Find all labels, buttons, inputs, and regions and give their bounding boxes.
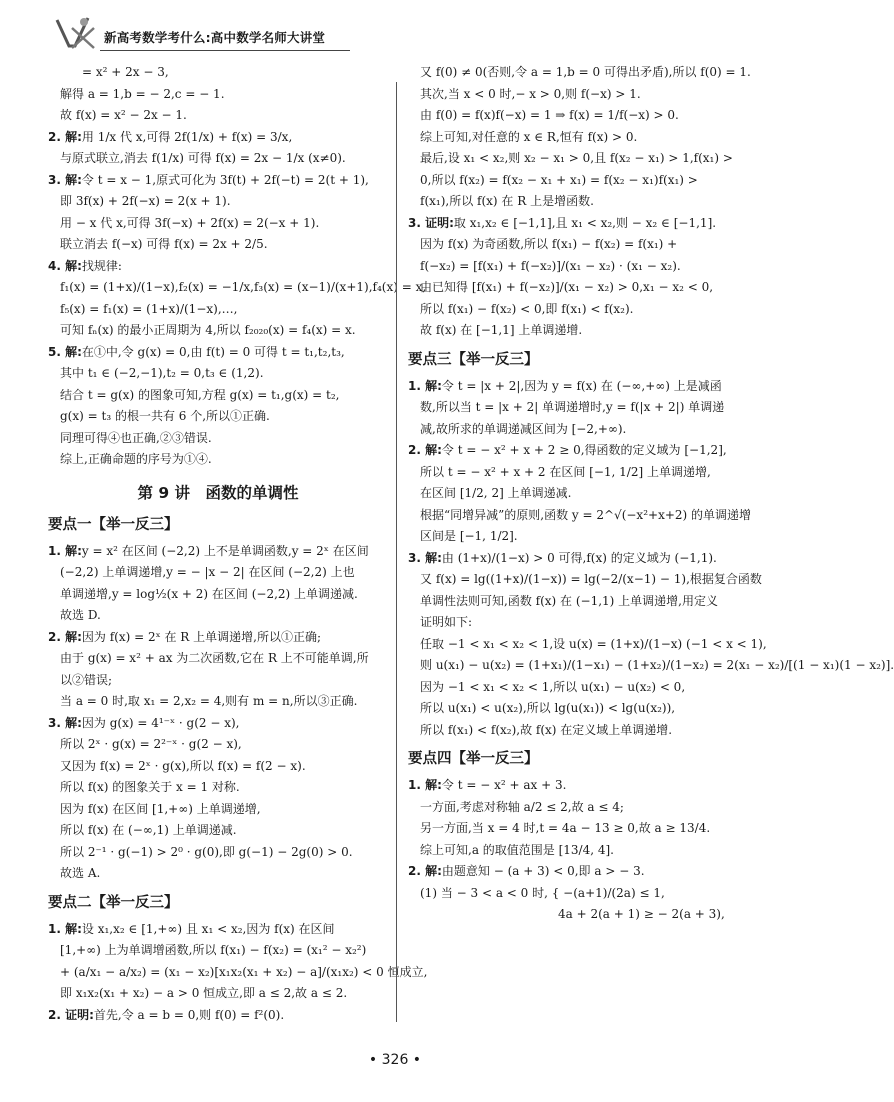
problem-number: 2. 解: — [48, 129, 82, 144]
lecture-title: 第 9 讲 函数的单调性 — [137, 483, 299, 502]
problem-number: 1. 解: — [408, 778, 442, 792]
text-line: 另一方面,当 x = 4 时,t = 4a − 13 ≥ 0,故 a ≥ 13/4. — [420, 821, 711, 835]
text-line: 因为 f(x) = 2ˣ 在 R 上单调递增,所以①正确; — [81, 629, 322, 644]
text-line: 令 t = x − 1,原式可化为 3f(t) + 2f(−t) = 2(t + 1), — [81, 172, 369, 187]
problem-number: 1. 解: — [48, 543, 82, 558]
text-line: 一方面,考虑对称轴 a/2 ≤ 2,故 a ≤ 4; — [420, 799, 624, 814]
text-line: + (a/x₁ − a/x₂) = (x₁ − x₂)[x₁x₂(x₁ + x₂) − a]/(x₁x₂) < 0 恒成立, — [60, 964, 428, 979]
text-line: f(−x₂) = [f(x₁) + f(−x₂)]/(x₁ − x₂) · (x₁ − x₂). — [420, 258, 681, 273]
text-line: f(x₁),所以 f(x) 在 R 上是增函数. — [420, 194, 594, 208]
text-line: y = x² 在区间 (−2,2) 上不是单调函数,y = 2ˣ 在区间 — [81, 543, 369, 558]
text-line: 所以 f(x₁) − f(x₂) < 0,即 f(x₁) < f(x₂). — [420, 301, 634, 316]
problem-number: 2. 解: — [408, 864, 442, 878]
text-line: [1,+∞) 上为单调增函数,所以 f(x₁) − f(x₂) = (x₁² − x₂²) — [60, 943, 367, 957]
text-line: 其中 t₁ ∈ (−2,−1),t₂ = 0,t₃ ∈ (1,2). — [60, 366, 264, 380]
header-rule — [100, 50, 350, 51]
text-line: 故 f(x) 在 [−1,1] 上单调递增. — [420, 323, 583, 337]
text-line: 单调递增,y = log½(x + 2) 在区间 (−2,2) 上单调递减. — [60, 586, 358, 601]
text-line: 故选 A. — [60, 866, 101, 880]
text-line: 因为 f(x) 为奇函数,所以 f(x₁) − f(x₂) = f(x₁) + — [420, 237, 678, 251]
section-heading: 要点三【举一反三】 — [408, 351, 539, 368]
text-line: 找规律: — [81, 258, 122, 273]
right-column — [408, 62, 894, 926]
text-line: 其次,当 x < 0 时,− x > 0,则 f(−x) > 1. — [420, 86, 641, 101]
text-line: 取 x₁,x₂ ∈ [−1,1],且 x₁ < x₂,则 − x₂ ∈ [−1,1]. — [453, 215, 717, 230]
problem-number: 4. 解: — [48, 258, 82, 273]
text-line: 当 a = 0 时,取 x₁ = 2,x₂ = 4,则有 m = n,所以③正确. — [60, 694, 358, 708]
problem-number: 3. 解: — [48, 715, 82, 730]
text-line: 减,故所求的单调递减区间为 [−2,+∞). — [420, 421, 627, 436]
text-line: 因为 f(x) 在区间 [1,+∞) 上单调递增, — [60, 801, 261, 816]
page-header — [0, 0, 790, 60]
problem-number: 2. 证明: — [48, 1007, 94, 1022]
text-line: 令 t = − x² + x + 2 ≥ 0,得函数的定义域为 [−1,2], — [441, 443, 727, 457]
text-line: 令 t = |x + 2|,因为 y = f(x) 在 (−∞,+∞) 上是减函 — [441, 378, 722, 393]
text-line: 用 1/x 代 x,可得 2f(1/x) + f(x) = 3/x, — [81, 129, 293, 144]
text-line: 在①中,令 g(x) = 0,由 f(t) = 0 可得 t = t₁,t₂,t₃, — [81, 344, 345, 359]
text-line: 所以 f(x) 的图象关于 x = 1 对称. — [60, 780, 240, 794]
text-line: 则 u(x₁) − u(x₂) = (1+x₁)/(1−x₁) − (1+x₂)/(1−x₂) = 2(x₁ − x₂)/[(1 − x₁)(1 − x₂)]. — [420, 658, 894, 672]
text-line: 与原式联立,消去 f(1/x) 可得 f(x) = 2x − 1/x (x≠0). — [60, 151, 346, 165]
text-line: 又 f(x) = lg((1+x)/(1−x)) = lg(−2/(x−1) − 1),根据复合函数 — [420, 572, 762, 586]
text-line: 由已知得 [f(x₁) + f(−x₂)]/(x₁ − x₂) > 0,x₁ − x₂ < 0, — [420, 280, 714, 294]
text-line: 综上可知,对任意的 x ∈ R,恒有 f(x) > 0. — [420, 129, 638, 144]
problem-number: 3. 证明: — [408, 215, 454, 230]
text-line: 0,所以 f(x₂) = f(x₂ − x₁ + x₁) = f(x₂ − x₁)f(x₁) > — [420, 172, 698, 187]
section-heading: 要点二【举一反三】 — [48, 894, 179, 911]
text-line: 综上可知,a 的取值范围是 [13/4, 4]. — [420, 842, 614, 857]
text-line: 又 f(0) ≠ 0(否则,令 a = 1,b = 0 可得出矛盾),所以 f(0) = 1. — [420, 65, 751, 79]
text-line: 又因为 f(x) = 2ˣ · g(x),所以 f(x) = f(2 − x). — [60, 758, 306, 773]
text-line: f₅(x) = f₁(x) = (1+x)/(1−x),…, — [60, 301, 238, 316]
text-line: 结合 t = g(x) 的图象可知,方程 g(x) = t₁,g(x) = t₂, — [60, 387, 340, 402]
problem-number: 1. 解: — [408, 378, 442, 393]
problem-number: 3. 解: — [48, 172, 82, 187]
header-title: 新高考数学考什么:高中数学名师大讲堂 — [104, 30, 326, 45]
text-line: 首先,令 a = b = 0,则 f(0) = f²(0). — [93, 1007, 285, 1022]
problem-number: 5. 解: — [48, 344, 82, 359]
left-column — [48, 62, 428, 1026]
column-divider — [396, 82, 397, 1022]
text-line: 由于 g(x) = x² + ax 为二次函数,它在 R 上不可能单调,所 — [60, 651, 369, 665]
text-line: 故 f(x) = x² − 2x − 1. — [60, 108, 187, 122]
text-line: 单调性法则可知,函数 f(x) 在 (−1,1) 上单调递增,用定义 — [420, 593, 718, 608]
text-line: 所以 t = − x² + x + 2 在区间 [−1, 1/2] 上单调递增, — [420, 464, 711, 479]
text-line: 联立消去 f(−x) 可得 f(x) = 2x + 2/5. — [60, 237, 268, 251]
text-line: 同理可得④也正确,②③错误. — [60, 430, 212, 445]
text-line: 任取 −1 < x₁ < x₂ < 1,设 u(x) = (1+x)/(1−x) (−1 < x < 1), — [420, 636, 767, 651]
text-line: 可知 fₙ(x) 的最小正周期为 4,所以 f₂₀₂₀(x) = f₄(x) = x. — [60, 323, 356, 337]
text-line: 即 x₁x₂(x₁ + x₂) − a > 0 恒成立,即 a ≤ 2,故 a ≤ 2. — [60, 986, 348, 1000]
text-line: 设 x₁,x₂ ∈ [1,+∞) 且 x₁ < x₂,因为 f(x) 在区间 — [81, 921, 335, 936]
text-line: = x² + 2x − 3, — [82, 65, 169, 79]
text-line: 故选 D. — [60, 608, 101, 622]
text-line: 因为 g(x) = 4¹⁻ˣ · g(2 − x), — [81, 715, 240, 730]
text-line: 即 3f(x) + 2f(−x) = 2(x + 1). — [60, 194, 231, 208]
text-line: 所以 f(x₁) < f(x₂),故 f(x) 在定义域上单调递增. — [420, 722, 673, 737]
problem-number: 2. 解: — [408, 443, 442, 457]
text-line: 最后,设 x₁ < x₂,则 x₂ − x₁ > 0,且 f(x₂ − x₁) > 1,f(x₁) > — [420, 151, 733, 165]
text-line: 用 − x 代 x,可得 3f(−x) + 2f(x) = 2(−x + 1). — [60, 215, 320, 230]
text-line: 综上,正确命题的序号为①④. — [60, 452, 212, 466]
text-line: 由 (1+x)/(1−x) > 0 可得,f(x) 的定义域为 (−1,1). — [441, 550, 717, 565]
text-line: 由题意知 − (a + 3) < 0,即 a > − 3. — [441, 864, 645, 878]
text-line: 证明如下: — [420, 615, 473, 629]
page-number: • 326 • — [368, 1052, 422, 1068]
text-line: 所以 2⁻¹ · g(−1) > 2⁰ · g(0),即 g(−1) − 2g(0) > 0. — [60, 844, 353, 859]
text-line: 所以 u(x₁) < u(x₂),所以 lg(u(x₁)) < lg(u(x₂)), — [420, 701, 676, 715]
text-line: 令 t = − x² + ax + 3. — [441, 778, 567, 792]
problem-number: 2. 解: — [48, 629, 82, 644]
text-line: 根据“同增异减”的原则,函数 y = 2^√(−x²+x+2) 的单调递增 — [420, 507, 752, 522]
text-line: (−2,2) 上单调递增,y = − |x − 2| 在区间 (−2,2) 上也 — [60, 565, 355, 579]
text-line: g(x) = t₃ 的根一共有 6 个,所以①正确. — [60, 409, 270, 423]
problem-number: 3. 解: — [408, 550, 442, 565]
text-line: f₁(x) = (1+x)/(1−x),f₂(x) = −1/x,f₃(x) = (x−1)/(x+1),f₄(x) = x, — [60, 280, 427, 294]
text-line: 区间是 [−1, 1/2]. — [420, 529, 518, 543]
text-line: 数,所以当 t = |x + 2| 单调递增时,y = f(|x + 2|) 单调递 — [420, 400, 725, 414]
text-line: (1) 当 − 3 < a < 0 时, { −(a+1)/(2a) ≤ 1, — [420, 885, 665, 900]
text-line: 解得 a = 1,b = − 2,c = − 1. — [60, 86, 225, 101]
text-line: 由 f(0) = f(x)f(−x) = 1 ⇒ f(x) = 1/f(−x) > 0. — [420, 108, 679, 122]
text-line: 在区间 [1/2, 2] 上单调递减. — [420, 486, 572, 500]
text-line: 因为 −1 < x₁ < x₂ < 1,所以 u(x₁) − u(x₂) < 0, — [420, 679, 686, 694]
text-line: 所以 2ˣ · g(x) = 2²⁻ˣ · g(2 − x), — [60, 737, 242, 751]
text-line: 以②错误; — [60, 672, 113, 687]
text-line: 所以 f(x) 在 (−∞,1) 上单调递减. — [60, 823, 237, 837]
section-heading: 要点四【举一反三】 — [408, 751, 539, 767]
problem-number: 1. 解: — [48, 921, 82, 936]
section-heading: 要点一【举一反三】 — [48, 516, 179, 533]
publisher-logo-icon — [54, 14, 98, 52]
text-line: 4a + 2(a + 1) ≥ − 2(a + 3), — [558, 907, 725, 921]
